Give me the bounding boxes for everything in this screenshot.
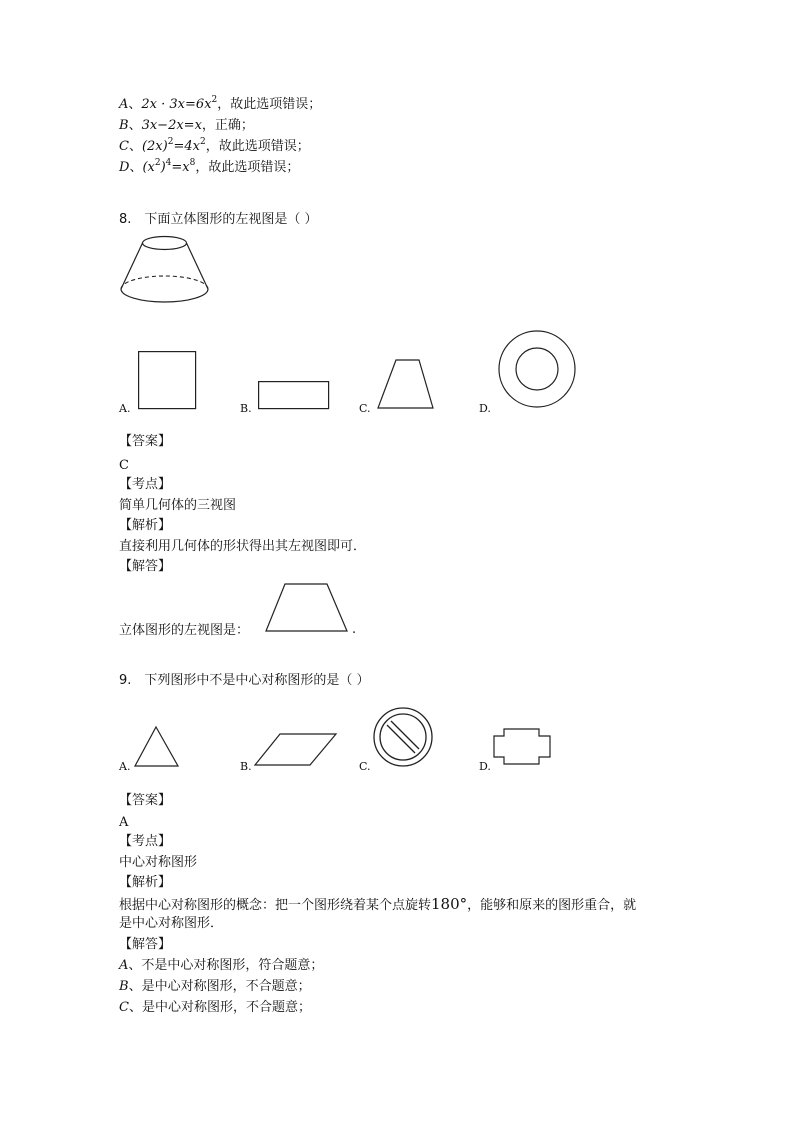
q7-solution-d: D、$(x^2)^4=x^8$，故此选项错误；	[119, 158, 300, 175]
q8-jieda-heading: 【解答】	[119, 559, 172, 574]
q8-option-d-label: D.	[479, 402, 491, 415]
q8-kaodian-heading: 【考点】	[119, 477, 172, 492]
q7-a-expr: $2x \cdot 3x=6x^2$	[141, 95, 218, 112]
q9-jieda-heading: 【解答】	[119, 937, 172, 952]
frustum-figure	[118, 232, 213, 307]
q9-option-d-label: D.	[479, 760, 491, 773]
q9-kaodian-heading: 【考点】	[119, 834, 172, 849]
q7-a-letter: A	[119, 97, 129, 112]
q9-jieda-b: B、是中心对称图形，不合题意；	[119, 979, 311, 994]
q7-solution-a: A、$2x \cdot 3x=6x^2$，故此选项错误；	[119, 95, 322, 112]
q7-d-letter: D	[119, 160, 130, 175]
q9-option-a-label: A.	[119, 760, 131, 773]
trapezoid-icon	[377, 359, 437, 411]
q9-option-b-label: B.	[240, 760, 252, 773]
q7-solution-c: C、$(2x)^2=4x^2$，故此选项错误；	[119, 137, 310, 154]
parallelogram-icon	[254, 733, 338, 767]
q8-option-b-label: B.	[240, 402, 252, 415]
cross-shape-icon	[493, 728, 553, 768]
q7-b-comment: ，正确；	[201, 118, 254, 133]
q8-answer-heading: 【答案】	[119, 434, 172, 449]
q7-d-expr: $(x^2)^4=x^8$	[142, 158, 196, 175]
q8-jieda-text: 立体图形的左视图是：	[119, 623, 250, 638]
q8-question: 8. 下面立体图形的左视图是（ ）	[119, 212, 318, 227]
q9-answer: A	[119, 815, 129, 830]
q7-d-comment: ，故此选项错误；	[195, 160, 300, 175]
ring-icon	[498, 330, 578, 410]
q8-kaodian: 简单几何体的三视图	[119, 498, 237, 513]
q8-option-c-label: C.	[359, 402, 371, 415]
q9-jiexi-heading: 【解析】	[119, 875, 172, 890]
q7-b-expr: 3x−2x=x	[141, 118, 202, 133]
q8-jiexi: 直接利用几何体的形状得出其左视图即可．	[119, 539, 367, 554]
q9-answer-heading: 【答案】	[119, 793, 172, 808]
q9-kaodian: 中心对称图形	[119, 855, 198, 870]
q7-solution-b: B、3x−2x=x，正确；	[119, 118, 254, 133]
q9-jieda-a: A、不是中心对称图形，符合题意；	[119, 958, 324, 973]
q9-jiexi-line2: 是中心对称图形．	[119, 916, 224, 931]
q8-jieda-suffix: .	[352, 622, 357, 637]
q9-angle: 180°	[431, 895, 468, 913]
q9-option-c-label: C.	[359, 760, 371, 773]
q7-a-comment: ，故此选项错误；	[217, 97, 322, 112]
q8-answer: C	[119, 458, 129, 473]
square-icon	[138, 351, 198, 411]
q7-c-letter: C	[119, 139, 129, 154]
rectangle-icon	[258, 381, 330, 411]
triangle-icon	[134, 726, 180, 768]
q7-c-expr: $(2x)^2=4x^2$	[141, 137, 206, 154]
q9-jieda-c: C、是中心对称图形，不合题意；	[119, 1000, 311, 1015]
q7-c-comment: ，故此选项错误；	[205, 139, 310, 154]
q8-option-a-label: A.	[119, 402, 131, 415]
q9-question: 9. 下列图形中不是中心对称图形的是（ ）	[119, 673, 370, 688]
prohibition-sign-icon	[373, 707, 435, 769]
q7-b-letter: B	[119, 118, 129, 133]
answer-trapezoid-icon	[265, 583, 350, 633]
q8-jiexi-heading: 【解析】	[119, 518, 172, 533]
q9-jiexi-line1: 根据中心对称图形的概念：把一个图形绕着某个点旋转180°，能够和原来的图形重合，就	[119, 895, 637, 913]
